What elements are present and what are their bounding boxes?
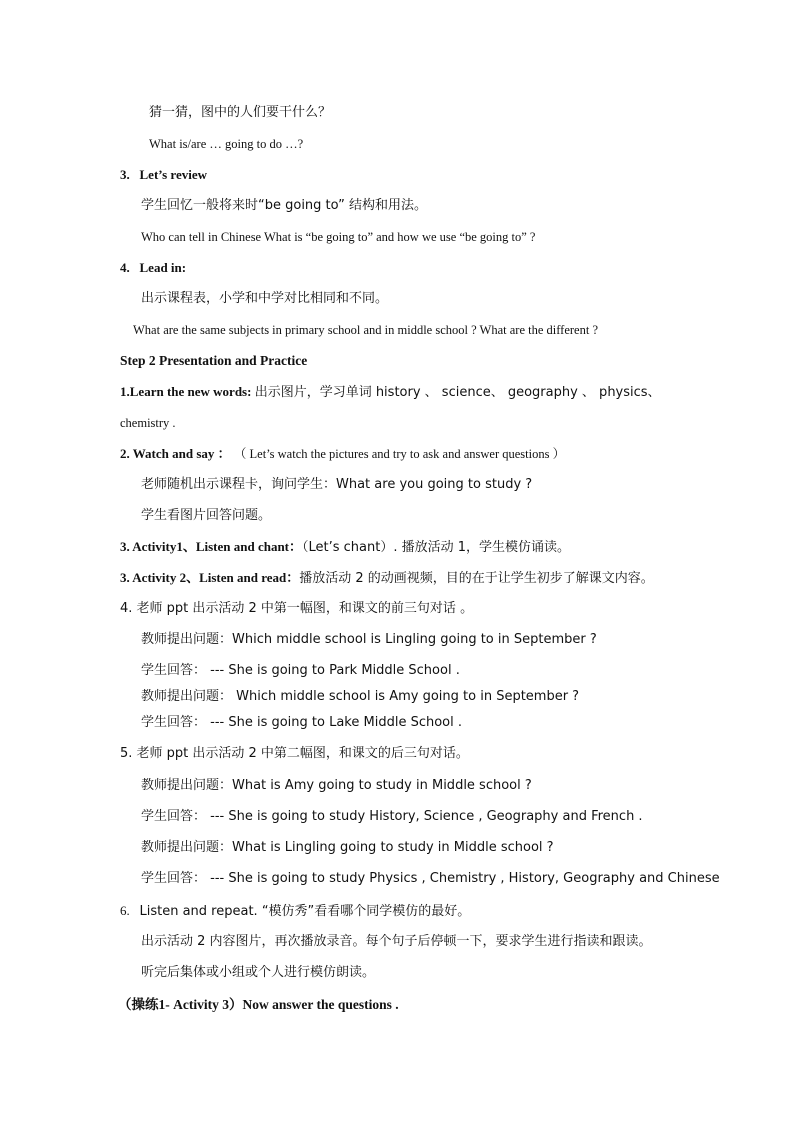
heading-lead-in (120, 259, 186, 277)
item-activity2 (120, 569, 654, 588)
lead-in-instruction: 出示课程表，小学和中学对比相同和不同。 (141, 291, 389, 306)
item-text: （ Let’s watch the pictures and try to ask and answer questions ） (233, 447, 566, 461)
heading-number: 4. (120, 260, 130, 275)
item-learn-new-words-cont: chemistry . (120, 416, 176, 430)
item-watch-and-say (120, 445, 565, 463)
a-amy-school: 学生回答： --- She is going to Lake Middle School . (141, 715, 463, 730)
step-2-heading: Step 2 Presentation and Practice (120, 353, 308, 368)
repeat-followup: 听完后集体或小组或个人进行模仿朗读。 (141, 965, 376, 980)
item-4-first-picture: 4. 老师 ppt 出示活动 2 中第一幅图，和课文的前三句对话 。 (120, 601, 474, 616)
watch-student-line: 学生看图片回答问题。 (141, 508, 272, 523)
repeat-instruction: 出示活动 2 内容图片，再次播放录音。每个句子后停顿一下，要求学生进行指读和跟读。 (141, 934, 652, 949)
review-instruction: 学生回忆一般将来时“be going to” 结构和用法。 (141, 198, 428, 213)
item-5-second-picture: 5. 老师 ppt 出示活动 2 中第二幅图，和课文的后三句对话。 (120, 746, 469, 761)
review-question: Who can tell in Chinese What is “be going to” and how we use “be going to” ? (141, 230, 536, 244)
watch-teacher-line: 老师随机出示课程卡，询问学生：What are you going to study ? (141, 477, 533, 492)
q-lingling-study: 教师提出问题：What is Lingling going to study in Middle school ? (141, 840, 554, 855)
item-learn-new-words (120, 383, 661, 402)
heading-text: Let’s review (139, 167, 208, 182)
item-text: 出示图片，学习单词 history 、 science、 geography 、 physics、 (254, 385, 661, 400)
practice-heading: （操练1- Activity 3）Now answer the questions . (118, 997, 399, 1012)
q-lingling-school: 教师提出问题：Which middle school is Lingling going to in September ? (141, 632, 597, 647)
heading-text: Lead in: (139, 260, 187, 275)
lead-in-question: What are the same subjects in primary school and in middle school ? What are the different ? (133, 323, 599, 337)
heading-lets-review (120, 166, 207, 184)
item-label: 3. Activity1、Listen and chant： (120, 539, 303, 554)
item-label: 1.Learn the new words: (120, 384, 252, 399)
item-6-listen-repeat (120, 902, 470, 921)
a-lingling-study: 学生回答： --- She is going to study Physics , Chemistry , History, Geography and Chinese (141, 871, 720, 886)
q-amy-school: 教师提出问题： Which middle school is Amy going to in September ? (141, 689, 580, 704)
heading-number: 3. (120, 167, 130, 182)
a-lingling-school: 学生回答： --- She is going to Park Middle School . (141, 663, 460, 678)
item-text: （Let’s chant）. 播放活动 1，学生模仿诵读。 (302, 540, 571, 555)
a-amy-study: 学生回答： --- She is going to study History, Science , Geography and French . (141, 809, 643, 824)
item-activity1 (120, 538, 570, 557)
q-amy-study: 教师提出问题：What is Amy going to study in Middle school ? (141, 778, 532, 793)
guess-question: What is/are … going to do …? (149, 137, 304, 151)
guess-prompt: 猜一猜，图中的人们要干什么？ (149, 105, 332, 120)
item-label: 3. Activity 2、Listen and read： (120, 570, 300, 585)
item-number: 6. (120, 903, 130, 918)
item-text: 播放活动 2 的动画视频，目的在于让学生初步了解课文内容。 (299, 571, 654, 586)
item-text: Listen and repeat. “模仿秀”看看哪个同学模仿的最好。 (139, 904, 471, 919)
item-label: 2. Watch and say ： (120, 446, 231, 461)
